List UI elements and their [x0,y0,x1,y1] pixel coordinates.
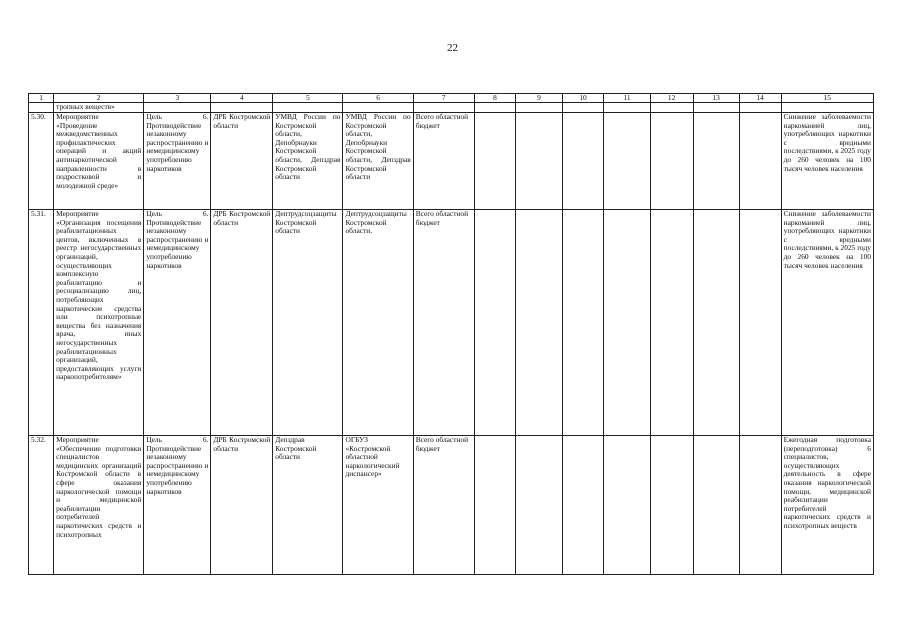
column-header: 14 [739,94,781,103]
participants-cell: УМВД России по Костромской области, Депобрнауки Костромской области, Депздрав Костромской области [343,113,413,210]
table-cell [604,103,650,113]
participants-cell: ОГБУЗ «Костромской областной наркологический диспансер» [343,436,413,575]
column-header: 10 [562,94,604,103]
column-header: 6 [343,94,413,103]
column-header: 8 [474,94,516,103]
table-cell [650,103,693,113]
column-header: 11 [604,94,650,103]
table-row [29,113,874,210]
table-cell [693,113,739,210]
responsible-cell: ДРБ Костромской области [211,436,273,575]
column-header: 9 [516,94,562,103]
table-cell [474,436,516,575]
table-cell [29,103,54,113]
table-row [29,436,874,575]
continuation-text: тропных веществ» [54,103,144,113]
row-number: 5.30. [29,113,54,210]
funding-source-cell: Всего областной бюджет [413,436,474,575]
table-cell [516,436,562,575]
table-cell [739,210,781,436]
column-header: 12 [650,94,693,103]
table-cell [474,210,516,436]
table-cell [211,103,273,113]
coexecutors-cell: Дептрудсоцзащиты Костромской области [273,210,343,436]
event-cell: Мероприятие «Обеспечение подготовки специалистов медицинских организаций Костромской области в сфере оказания наркологической помощи и медицинской реабилитации потребителей наркотических средств и психотропных [54,436,144,575]
result-cell: Ежегодная подготовка (переподготовка) 6 специалистов, осуществляющих деятельность в сфере оказания наркологической помощи, медицинской реабилитации потребителей наркотических средств и психотропных веществ [781,436,873,575]
table-cell [650,113,693,210]
result-cell: Снижение заболеваемости наркоманией лиц, употребляющих наркотики с вредными последствиями, к 2025 году до 260 человек на 100 тысяч человек населения [781,113,873,210]
table-cell [516,103,562,113]
event-cell: Мероприятие «Проведение межведомственных профилактических операций и акций антинаркотической направленности в подростковой и молодежной среде» [54,113,144,210]
table-cell [693,210,739,436]
table-cell [604,113,650,210]
goal-cell: Цель 6. Противодействие незаконному распространению и немедицинскому употреблению наркотиков [144,436,211,575]
table-cell [343,103,413,113]
column-header: 13 [693,94,739,103]
table-cell [516,210,562,436]
table-cell [650,210,693,436]
table-cell [604,436,650,575]
column-number-row [29,94,874,103]
column-header: 1 [29,94,54,103]
responsible-cell: ДРБ Костромской области [211,113,273,210]
table-cell [516,113,562,210]
table-cell [604,210,650,436]
column-header: 2 [54,94,144,103]
table-cell [693,103,739,113]
table-cell [474,103,516,113]
continuation-row [29,103,874,113]
event-cell: Мероприятие «Организация посещения реабилитационных центов, включенных в реестр негосударственных организаций, осуществляющих комплексную реабилитацию и ресоциализацию лиц, потребляющих наркотические средства или психотропные вещества без назначения врача, иных негосударственных реабилитационных организаций, предоставляющих услуги наркопотребителям» [54,210,144,436]
funding-source-cell: Всего областной бюджет [413,113,474,210]
result-cell: Снижение заболеваемости наркоманией лиц, употребляющих наркотики с вредными последствиями, к 2025 году до 260 человек на 100 тысяч человек населения [781,210,873,436]
table-cell [562,113,604,210]
row-number: 5.32. [29,436,54,575]
goal-cell: Цель 6. Противодействие незаконному распространению и немедицинскому употреблению наркотиков [144,113,211,210]
table-row [29,210,874,436]
responsible-cell: ДРБ Костромской области [211,210,273,436]
column-header: 5 [273,94,343,103]
table-cell [739,103,781,113]
column-header: 3 [144,94,211,103]
table-cell [739,436,781,575]
participants-cell: Дептрудсоцзащиты Костромской области. [343,210,413,436]
table-cell [144,103,211,113]
table-cell [273,103,343,113]
column-header: 15 [781,94,873,103]
program-table [28,93,874,575]
row-number: 5.31. [29,210,54,436]
table-cell [781,103,873,113]
table-cell [413,103,474,113]
table-cell [474,113,516,210]
coexecutors-cell: Депздрав Костромской области [273,436,343,575]
funding-source-cell: Всего областной бюджет [413,210,474,436]
table-cell [650,436,693,575]
page-number: 22 [447,42,458,54]
table-cell [562,436,604,575]
column-header: 7 [413,94,474,103]
table-cell [739,113,781,210]
goal-cell: Цель 6. Противодействие незаконному распространению и немедицинскому употреблению наркотиков [144,210,211,436]
column-header: 4 [211,94,273,103]
table-cell [562,103,604,113]
table-cell [562,210,604,436]
coexecutors-cell: УМВД России по Костромской области, Депобрнауки Костромской области, Депздрав Костромской области [273,113,343,210]
table-cell [693,436,739,575]
